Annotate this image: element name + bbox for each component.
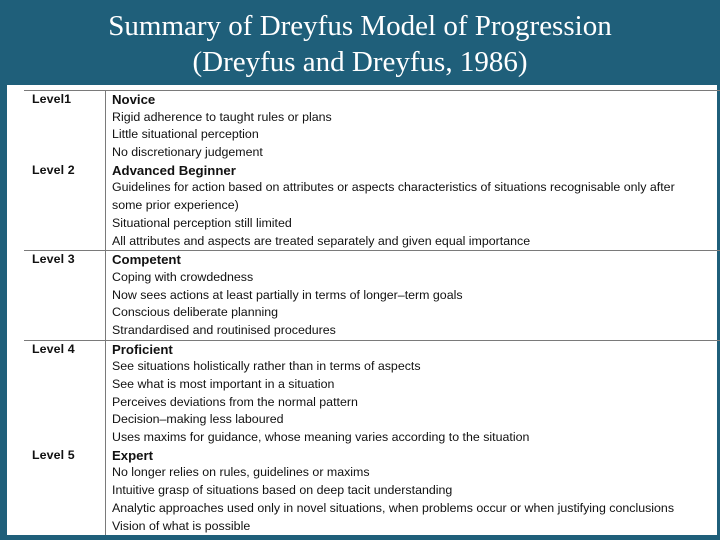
- level-4-item: See situations holistically rather than in terms of aspects: [112, 359, 421, 374]
- level-1-label: Level1: [32, 92, 72, 106]
- table-row-levels-1-2: [24, 91, 720, 251]
- level-3-item: Now sees actions at least partially in terms of longer–term goals: [112, 287, 463, 302]
- level-5-name: Expert: [112, 447, 154, 463]
- level-2-name: Advanced Beginner: [112, 162, 236, 178]
- level-1-item: Little situational perception: [112, 127, 259, 142]
- level-4-label: Level 4: [32, 341, 75, 356]
- level-5-item: Vision of what is possible: [112, 518, 251, 533]
- table-panel: [7, 85, 717, 535]
- level-1-name: Novice: [112, 92, 156, 107]
- level-1-item: No discretionary judgement: [112, 145, 263, 160]
- level-description-cell: [106, 91, 720, 251]
- level-4-item: Perceives deviations from the normal pattern: [112, 394, 358, 409]
- dreyfus-levels-table: [24, 90, 720, 535]
- level-3-item: Strandardised and routinised procedures: [112, 322, 336, 337]
- level-2-item: All attributes and aspects are treated separately and given equal importance: [112, 233, 531, 248]
- level-2-label: Level 2: [32, 162, 75, 177]
- title-line-2: (Dreyfus and Dreyfus, 1986): [192, 46, 528, 78]
- level-3-item: Conscious deliberate planning: [112, 305, 279, 320]
- level-5-item: Intuitive grasp of situations based on deep tacit understanding: [112, 483, 453, 498]
- level-3-label: Level 3: [32, 252, 75, 267]
- level-3-item: Coping with crowdedness: [112, 269, 254, 284]
- level-4-name: Proficient: [112, 341, 173, 357]
- title-line-1: Summary of Dreyfus Model of Progression: [108, 10, 612, 42]
- level-description-cell: [106, 251, 720, 340]
- level-2-item: some prior experience): [112, 198, 239, 213]
- level-5-item: Analytic approaches used only in novel situations, when problems occur or when justifying conclusions: [112, 500, 675, 515]
- level-2-item: Guidelines for action based on attributes or aspects characteristics of situations recognisable only after: [112, 180, 675, 195]
- table-row-level-3: [24, 251, 720, 340]
- level-4-item: Decision–making less laboured: [112, 412, 284, 427]
- level-label-cell: [24, 91, 106, 251]
- level-3-name: Competent: [112, 252, 181, 268]
- level-4-item: Uses maxims for guidance, whose meaning varies according to the situation: [112, 430, 530, 445]
- level-1-item: Rigid adherence to taught rules or plans: [112, 109, 332, 124]
- table-row-levels-4-5: [24, 340, 720, 535]
- level-5-item: No longer relies on rules, guidelines or maxims: [112, 465, 370, 480]
- level-2-item: Situational perception still limited: [112, 215, 292, 230]
- level-description-cell: [106, 340, 720, 535]
- level-4-item: See what is most important in a situation: [112, 377, 335, 391]
- level-label-cell: [24, 251, 106, 340]
- level-label-cell: [24, 340, 106, 535]
- slide-title: [0, 8, 720, 80]
- level-5-label: Level 5: [32, 447, 75, 462]
